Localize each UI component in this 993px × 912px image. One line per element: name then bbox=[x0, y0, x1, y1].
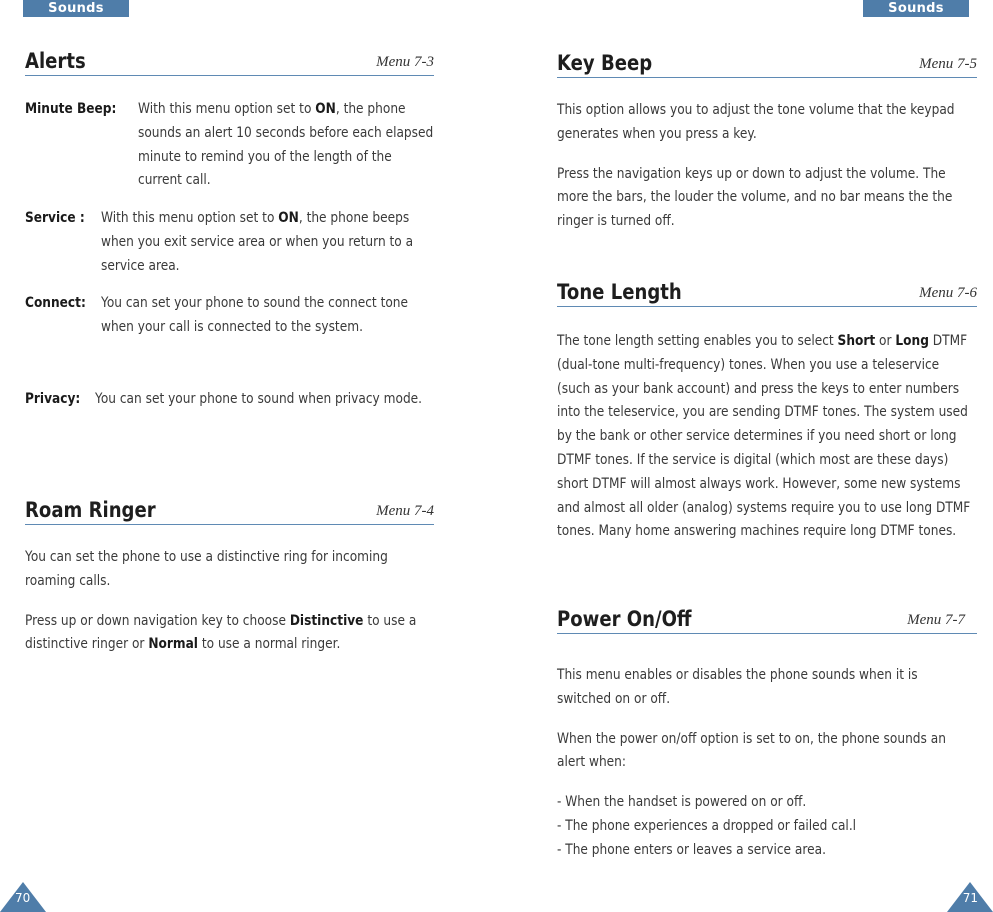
paragraph: The tone length setting enables you to select Short or Long DTMF (dual-tone multi-frequency) tones. When you use a teleservice (such as your bank account) and press the keys to enter numbers into the teleservice, you are sending DTMF tones. The system used by the bank or other service determines if you need short or long DTMF tones. If the service is digital (which most are these days) short DTMF will almost always work. However, some new systems and almost all older (analog) systems require you to use long DTMF tones. Many home answering machines require long DTMF tones. bbox=[557, 333, 971, 540]
divider bbox=[557, 306, 977, 307]
item-term: Service : bbox=[25, 210, 85, 226]
divider bbox=[557, 77, 977, 78]
tone-length-section bbox=[557, 276, 977, 544]
section-title: Key Beep bbox=[557, 51, 653, 75]
key-beep-header bbox=[557, 47, 977, 77]
alerts-header bbox=[25, 45, 434, 75]
paragraph: You can set the phone to use a distinctive ring for incoming roaming calls. bbox=[25, 549, 388, 589]
section-tab: Sounds bbox=[23, 0, 129, 17]
alerts-item-privacy bbox=[25, 388, 434, 436]
item-definition: With this menu option set to ON, the phone beeps when you exit service area or when you return to a service area. bbox=[101, 210, 414, 274]
section-title: Power On/Off bbox=[557, 607, 692, 631]
right-page bbox=[497, 0, 993, 912]
page-number-badge bbox=[0, 882, 46, 912]
item-definition: You can set your phone to sound when privacy mode. bbox=[95, 391, 423, 407]
divider bbox=[25, 524, 434, 525]
list-item: - When the handset is powered on or off. bbox=[557, 794, 807, 811]
menu-reference: Menu 7-6 bbox=[919, 285, 977, 301]
menu-reference: Menu 7-7 bbox=[907, 612, 965, 628]
alerts-item-minute-beep bbox=[25, 98, 434, 194]
divider bbox=[25, 75, 434, 76]
list-item: - The phone enters or leaves a service area. bbox=[557, 841, 826, 858]
item-definition: You can set your phone to sound the connect tone when your call is connected to the system. bbox=[101, 295, 409, 335]
roam-ringer-section bbox=[25, 494, 434, 657]
paragraph: This option allows you to adjust the tone volume that the keypad generates when you press a key. bbox=[557, 102, 955, 142]
item-term: Minute Beep: bbox=[25, 101, 117, 117]
paragraph: Press the navigation keys up or down to adjust the volume. The more the bars, the louder the volume, and no bar means the the ringer is turned off. bbox=[557, 165, 953, 230]
menu-reference: Menu 7-4 bbox=[376, 503, 434, 519]
item-term: Privacy: bbox=[25, 391, 81, 407]
page-number: 71 bbox=[962, 891, 978, 905]
menu-reference: Menu 7-3 bbox=[376, 54, 434, 70]
section-tab: Sounds bbox=[863, 0, 969, 17]
left-page bbox=[0, 0, 496, 912]
power-onoff-section bbox=[557, 603, 977, 863]
section-title: Alerts bbox=[25, 49, 86, 73]
section-title: Tone Length bbox=[557, 280, 682, 304]
item-term: Connect: bbox=[25, 295, 86, 311]
paragraph: This menu enables or disables the phone sounds when it is switched on or off. bbox=[557, 667, 918, 707]
power-onoff-header bbox=[557, 603, 977, 633]
bullet-list bbox=[557, 791, 977, 862]
roam-ringer-header bbox=[25, 494, 434, 524]
section-title: Roam Ringer bbox=[25, 498, 156, 522]
alerts-section bbox=[25, 45, 434, 436]
page-number: 70 bbox=[15, 891, 31, 905]
item-definition: With this menu option set to ON, the phone sounds an alert 10 seconds before each elapsed minute to remind you of the length of the current call. bbox=[138, 101, 434, 189]
tone-length-header bbox=[557, 276, 977, 306]
alerts-item-connect bbox=[25, 292, 434, 364]
menu-reference: Menu 7-5 bbox=[919, 56, 977, 72]
alerts-item-service bbox=[25, 207, 434, 279]
divider bbox=[557, 633, 977, 634]
key-beep-section bbox=[557, 47, 977, 234]
page-number-badge bbox=[947, 882, 993, 912]
paragraph: Press up or down navigation key to choose Distinctive to use a distinctive ringer or Normal to use a normal ringer. bbox=[25, 612, 417, 653]
list-item: - The phone experiences a dropped or failed cal.l bbox=[557, 817, 857, 834]
paragraph: When the power on/off option is set to on, the phone sounds an alert when: bbox=[557, 730, 946, 771]
